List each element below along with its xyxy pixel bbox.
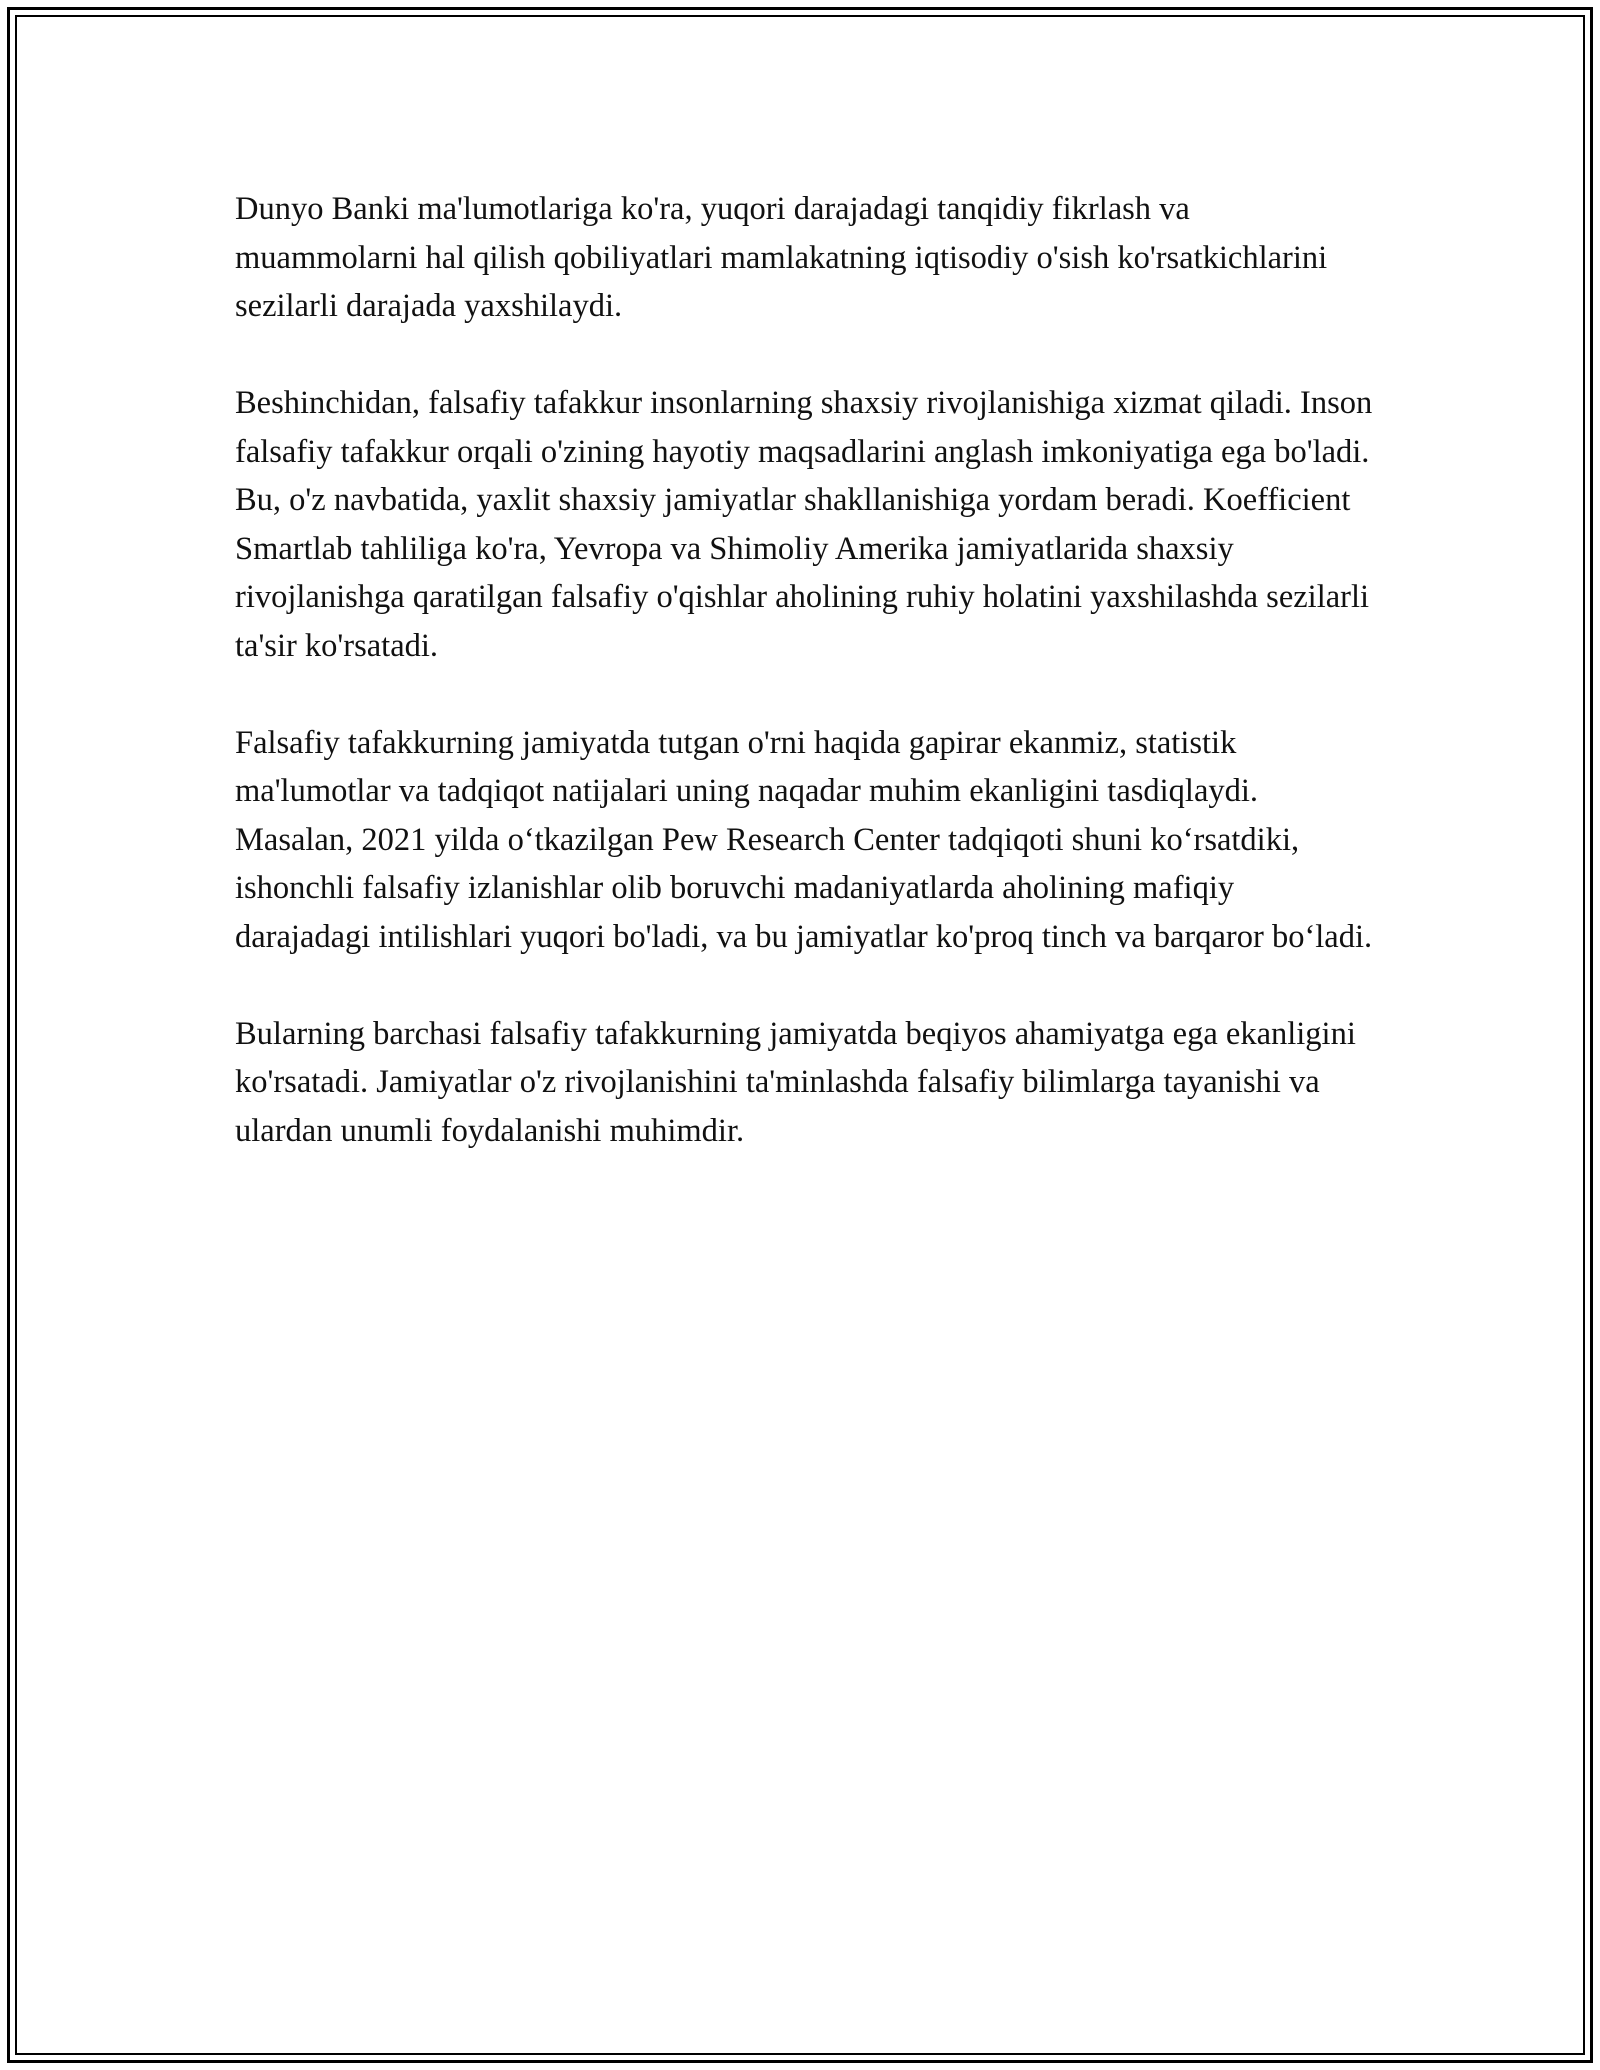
paragraph-world-bank: Dunyo Banki ma'lumotlariga ko'ra, yuqori darajadagi tanqidiy fikrlash va muammolarni hal qilish qobiliyatlari mamlakatning iqtisodiy o'sish ko'rsatkichlarini sezilarli darajada yaxshilaydi. [235, 191, 1328, 324]
paragraph-conclusion: Bularning barchasi falsafiy tafakkurning jamiyatda beqiyos ahamiyatga ega ekanligini ko'rsatadi. Jamiyatlar o'z rivojlanishini ta'minlashda falsafiy bilimlarga tayanishi va ulardan unumli foydalanishi muhimdir. [235, 1015, 1356, 1149]
paragraph-statistics: Falsafiy tafakkurning jamiyatda tutgan o'rni haqida gapirar ekanmiz, statistik ma'lumotlar va tadqiqot natijalari uning naqadar muhim ekanligini tasdiqlaydi. Masalan, 2021 yilda o‘tkazilgan Pew Research Center tadqiqoti shuni ko‘rsatdiki, ishonchli falsafiy izlanishlar olib boruvchi madaniyatlarda aholining mafiqiy darajadagi intilishlari yuqori bo'ladi, va bu jamiyatlar ko'proq tinch va barqaror bo‘ladi. [235, 724, 1373, 955]
document-body [235, 185, 1375, 1204]
paragraph-personal-development: Beshinchidan, falsafiy tafakkur insonlarning shaxsiy rivojlanishiga xizmat qiladi. Inson falsafiy tafakkur orqali o'zining hayotiy maqsadlarini anglash imkoniyatiga ega bo'ladi. Bu, o'z navbatida, yaxlit shaxsiy jamiyatlar shakllanishiga yordam beradi. Koefficient Smartlab tahliliga ko'ra, Yevropa va Shimoliy Amerika jamiyatlarida shaxsiy rivojlanishga qaratilgan falsafiy o'qishlar aholining ruhiy holatini yaxshilashda sezilarli ta'sir ko'rsatadi. [235, 385, 1373, 664]
